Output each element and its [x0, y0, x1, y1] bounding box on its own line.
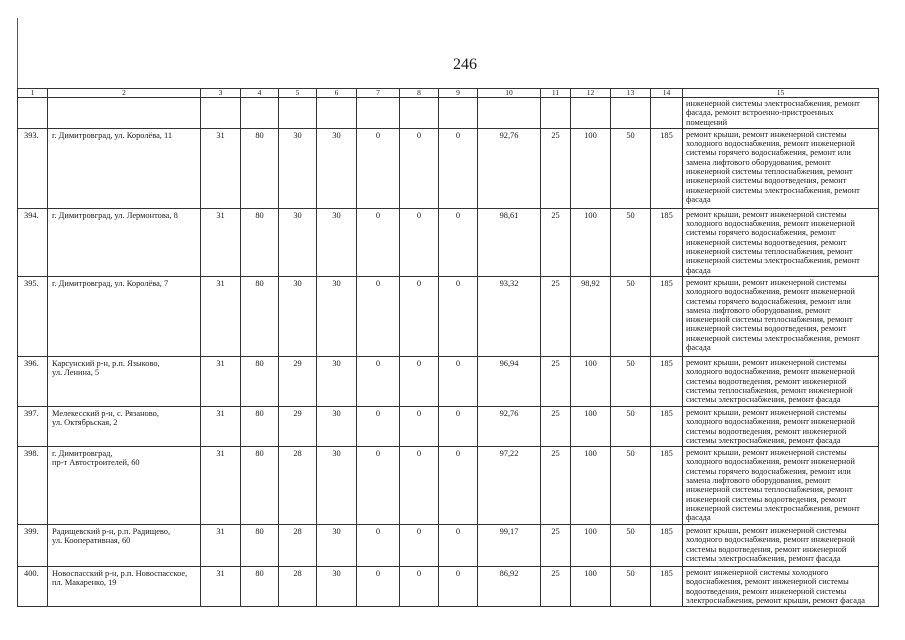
empty-cell — [317, 98, 357, 129]
value-cell: 25 — [541, 567, 571, 607]
value-cell: 0 — [439, 128, 478, 208]
value-cell: 0 — [400, 525, 439, 567]
address-line: ул. Кооперативная, 60 — [52, 536, 131, 546]
address-line: г. Димитровград, — [52, 449, 113, 459]
value-cell: 0 — [400, 356, 439, 406]
value-cell: 0 — [439, 525, 478, 567]
empty-cell — [201, 98, 241, 129]
table-row — [18, 447, 879, 525]
value-cell: 50 — [611, 567, 651, 607]
value-cell: 25 — [541, 525, 571, 567]
value-cell: 50 — [611, 406, 651, 446]
value-cell: 100 — [571, 208, 611, 276]
empty-cell — [357, 98, 400, 129]
row-number: 398. — [18, 447, 48, 525]
value-cell: 31 — [201, 128, 241, 208]
empty-cell — [439, 98, 478, 129]
value-cell: 29 — [279, 406, 317, 446]
empty-cell — [478, 98, 541, 129]
value-cell: 0 — [357, 525, 400, 567]
row-number: 399. — [18, 525, 48, 567]
value-cell: 30 — [317, 525, 357, 567]
value-cell: 0 — [400, 128, 439, 208]
value-cell: 80 — [241, 128, 279, 208]
value-cell: 0 — [400, 276, 439, 356]
column-header: 7 — [357, 89, 400, 98]
value-cell: 0 — [400, 567, 439, 607]
empty-cell — [48, 98, 201, 129]
address-line: г. Димитровград, ул. Королёва, 11 — [52, 130, 173, 140]
empty-cell — [571, 98, 611, 129]
value-cell: 185 — [651, 276, 683, 356]
value-cell: 50 — [611, 208, 651, 276]
column-header: 9 — [439, 89, 478, 98]
value-cell: 98,61 — [478, 208, 541, 276]
value-cell: 100 — [571, 356, 611, 406]
value-cell: 31 — [201, 567, 241, 607]
value-cell: 185 — [651, 128, 683, 208]
column-header: 2 — [48, 89, 201, 98]
value-cell: 50 — [611, 276, 651, 356]
column-number-row — [18, 89, 879, 98]
value-cell: 25 — [541, 356, 571, 406]
page-margin-line — [17, 18, 18, 88]
table-row — [18, 276, 879, 356]
value-cell: 0 — [439, 567, 478, 607]
empty-cell — [18, 98, 48, 129]
column-header: 3 — [201, 89, 241, 98]
empty-cell — [241, 98, 279, 129]
repair-schedule-table — [17, 88, 879, 607]
value-cell: 97,22 — [478, 447, 541, 525]
value-cell: 31 — [201, 276, 241, 356]
address-cell — [48, 276, 201, 356]
table-row — [18, 356, 879, 406]
value-cell: 80 — [241, 208, 279, 276]
column-header: 15 — [683, 89, 879, 98]
value-cell: 0 — [439, 356, 478, 406]
value-cell: 50 — [611, 128, 651, 208]
empty-cell — [541, 98, 571, 129]
value-cell: 31 — [201, 525, 241, 567]
address-line: пр-т Автостроителей, 60 — [52, 458, 140, 468]
address-line: Мелекесский р-н, с. Рязаново, — [52, 408, 159, 418]
row-number: 393. — [18, 128, 48, 208]
value-cell: 0 — [357, 406, 400, 446]
address-line: Карсунский р-н, р.п. Языково, — [52, 358, 160, 368]
value-cell: 30 — [317, 406, 357, 446]
row-number: 394. — [18, 208, 48, 276]
works-cell: ремонт крыши, ремонт инженерной системы холодного водоснабжения, ремонт инженерной системы горячего водоснабжения, ремонт или замена лифтового оборудования, ремонт инженерной системы теплоснабжения, ремонт инженерной системы водоотведения, ремонт инженерной системы электроснабжения, ремонт фасада — [683, 447, 879, 525]
address-cell — [48, 208, 201, 276]
column-header: 11 — [541, 89, 571, 98]
value-cell: 80 — [241, 406, 279, 446]
column-header: 4 — [241, 89, 279, 98]
value-cell: 98,92 — [571, 276, 611, 356]
address-cell — [48, 356, 201, 406]
value-cell: 0 — [439, 447, 478, 525]
column-header: 1 — [18, 89, 48, 98]
address-line: ул. Ленина, 5 — [52, 368, 100, 378]
value-cell: 30 — [317, 276, 357, 356]
works-cell: ремонт крыши, ремонт инженерной системы холодного водоснабжения, ремонт инженерной системы водоотведения, ремонт инженерной системы теплоснабжения, ремонт инженерной системы электроснабжения, ремонт фасада — [683, 356, 879, 406]
value-cell: 25 — [541, 128, 571, 208]
address-cell — [48, 567, 201, 607]
value-cell: 0 — [400, 447, 439, 525]
address-line: ул. Октябрьская, 2 — [52, 418, 118, 428]
table-row — [18, 525, 879, 567]
value-cell: 30 — [317, 128, 357, 208]
page-number: 246 — [453, 56, 477, 73]
works-cell: ремонт крыши, ремонт инженерной системы холодного водоснабжения, ремонт инженерной системы горячего водоснабжения, ремонт или замена лифтового оборудования, ремонт инженерной системы теплоснабжения, ремонт инженерной системы водоотведения, ремонт инженерной системы электроснабжения, ремонт фасада — [683, 128, 879, 208]
column-header: 12 — [571, 89, 611, 98]
value-cell: 0 — [357, 128, 400, 208]
value-cell: 0 — [357, 567, 400, 607]
value-cell: 92,76 — [478, 406, 541, 446]
value-cell: 30 — [317, 356, 357, 406]
value-cell: 0 — [439, 276, 478, 356]
value-cell: 185 — [651, 356, 683, 406]
address-cell — [48, 525, 201, 567]
value-cell: 25 — [541, 406, 571, 446]
table-row — [18, 128, 879, 208]
value-cell: 28 — [279, 447, 317, 525]
value-cell: 31 — [201, 356, 241, 406]
value-cell: 25 — [541, 447, 571, 525]
value-cell: 50 — [611, 356, 651, 406]
value-cell: 185 — [651, 447, 683, 525]
value-cell: 30 — [317, 567, 357, 607]
value-cell: 0 — [357, 276, 400, 356]
row-number: 395. — [18, 276, 48, 356]
column-header: 10 — [478, 89, 541, 98]
continuation-row — [18, 98, 879, 129]
value-cell: 0 — [400, 406, 439, 446]
works-cell: инженерной системы электроснабжения, ремонт фасада, ремонт встроенно-пристроенных помещений — [683, 98, 879, 129]
table-row — [18, 208, 879, 276]
value-cell: 28 — [279, 567, 317, 607]
address-cell — [48, 447, 201, 525]
value-cell: 29 — [279, 356, 317, 406]
value-cell: 30 — [279, 208, 317, 276]
value-cell: 0 — [439, 406, 478, 446]
value-cell: 80 — [241, 567, 279, 607]
works-cell: ремонт инженерной системы холодного водоснабжения, ремонт инженерной системы водоотведения, ремонт инженерной системы электроснабжения, ремонт крыши, ремонт фасада — [683, 567, 879, 607]
value-cell: 50 — [611, 525, 651, 567]
column-header: 5 — [279, 89, 317, 98]
value-cell: 185 — [651, 525, 683, 567]
value-cell: 100 — [571, 447, 611, 525]
value-cell: 92,76 — [478, 128, 541, 208]
value-cell: 30 — [279, 276, 317, 356]
value-cell: 86,92 — [478, 567, 541, 607]
value-cell: 99,17 — [478, 525, 541, 567]
value-cell: 96,94 — [478, 356, 541, 406]
address-line: Радищевский р-н, р.п. Радищево, — [52, 527, 171, 537]
table-row — [18, 406, 879, 446]
value-cell: 28 — [279, 525, 317, 567]
works-cell: ремонт крыши, ремонт инженерной системы холодного водоснабжения, ремонт инженерной системы водоотведения, ремонт инженерной системы электроснабжения, ремонт фасада — [683, 406, 879, 446]
works-cell: ремонт крыши, ремонт инженерной системы холодного водоснабжения, ремонт инженерной системы водоотведения, ремонт инженерной системы электроснабжения, ремонт фасада — [683, 525, 879, 567]
value-cell: 0 — [439, 208, 478, 276]
empty-cell — [651, 98, 683, 129]
value-cell: 80 — [241, 525, 279, 567]
address-cell — [48, 128, 201, 208]
value-cell: 100 — [571, 128, 611, 208]
value-cell: 185 — [651, 567, 683, 607]
empty-cell — [400, 98, 439, 129]
empty-cell — [279, 98, 317, 129]
value-cell: 93,32 — [478, 276, 541, 356]
empty-cell — [611, 98, 651, 129]
value-cell: 80 — [241, 356, 279, 406]
value-cell: 0 — [400, 208, 439, 276]
column-header: 14 — [651, 89, 683, 98]
value-cell: 100 — [571, 567, 611, 607]
value-cell: 30 — [317, 447, 357, 525]
address-line: г. Димитровград, ул. Королёва, 7 — [52, 278, 169, 288]
value-cell: 31 — [201, 447, 241, 525]
address-cell — [48, 406, 201, 446]
value-cell: 31 — [201, 208, 241, 276]
value-cell: 185 — [651, 406, 683, 446]
value-cell: 25 — [541, 208, 571, 276]
value-cell: 100 — [571, 406, 611, 446]
value-cell: 31 — [201, 406, 241, 446]
value-cell: 30 — [279, 128, 317, 208]
value-cell: 30 — [317, 208, 357, 276]
value-cell: 80 — [241, 447, 279, 525]
address-line: г. Димитровград, ул. Лермонтова, 8 — [52, 210, 178, 220]
works-cell: ремонт крыши, ремонт инженерной системы холодного водоснабжения, ремонт инженерной системы горячего водоснабжения, ремонт или замена лифтового оборудования, ремонт инженерной системы теплоснабжения, ремонт инженерной системы водоотведения, ремонт инженерной системы электроснабжения, ремонт фасада — [683, 276, 879, 356]
value-cell: 80 — [241, 276, 279, 356]
value-cell: 0 — [357, 208, 400, 276]
value-cell: 0 — [357, 447, 400, 525]
row-number: 400. — [18, 567, 48, 607]
address-line: Новоспасский р-н, р.п. Новоспасское, — [52, 569, 188, 579]
row-number: 396. — [18, 356, 48, 406]
value-cell: 185 — [651, 208, 683, 276]
column-header: 13 — [611, 89, 651, 98]
row-number: 397. — [18, 406, 48, 446]
value-cell: 25 — [541, 276, 571, 356]
column-header: 8 — [400, 89, 439, 98]
column-header: 6 — [317, 89, 357, 98]
address-line: пл. Макаренко, 19 — [52, 578, 117, 588]
value-cell: 0 — [357, 356, 400, 406]
value-cell: 50 — [611, 447, 651, 525]
table-row — [18, 567, 879, 607]
works-cell: ремонт крыши, ремонт инженерной системы холодного водоснабжения, ремонт инженерной системы горячего водоснабжения, ремонт инженерной системы водоотведения, ремонт инженерной системы теплоснабжения, ремонт инженерной системы электроснабжения, ремонт фасада — [683, 208, 879, 276]
value-cell: 100 — [571, 525, 611, 567]
